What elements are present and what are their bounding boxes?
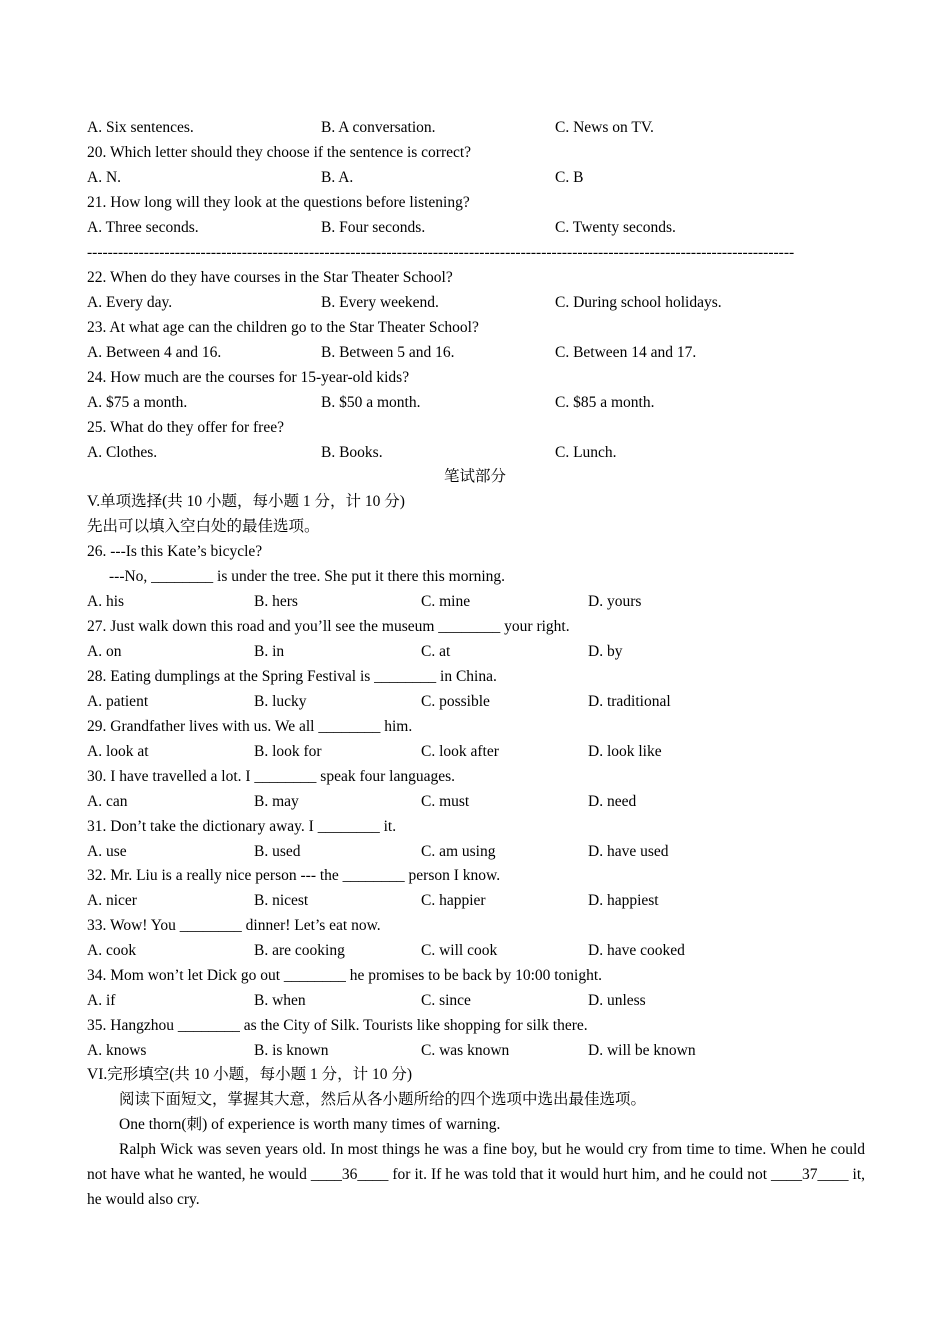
q29-option-d: D. look like (588, 743, 662, 760)
q23-option-a: A. Between 4 and 16. (87, 344, 222, 361)
passage-title: One thorn(刺) of experience is worth many times of warning. (119, 1116, 501, 1133)
q23-option-b: B. Between 5 and 16. (321, 344, 455, 361)
q21-stem: 21. How long will they look at the questions before listening? (87, 194, 470, 211)
q24-option-a: A. $75 a month. (87, 394, 188, 411)
q21-option-a: A. Three seconds. (87, 219, 199, 236)
q31-option-c: C. am using (421, 843, 496, 860)
q34-stem: 34. Mom won’t let Dick go out ________ he promises to be back by 10:00 tonight. (87, 967, 603, 984)
q21-option-c: C. Twenty seconds. (555, 219, 676, 236)
q20-option-a: A. N. (87, 169, 122, 186)
q22-option-a: A. Every day. (87, 294, 173, 311)
q33-stem: 33. Wow! You ________ dinner! Let’s eat now. (87, 917, 381, 934)
section-6-instruction: 阅读下面短文，掌握其大意，然后从各小题所给的四个选项中选出最佳选项。 (119, 1091, 647, 1108)
q24-stem: 24. How much are the courses for 15-year-old kids? (87, 369, 410, 386)
q22-option-c: C. During school holidays. (555, 294, 722, 311)
q28-option-b: B. lucky (254, 693, 307, 710)
q29-option-a: A. look at (87, 743, 149, 760)
section-5-instruction: 先出可以填入空白处的最佳选项。 (87, 518, 320, 535)
q30-option-c: C. must (421, 793, 470, 810)
q19-option-c: C. News on TV. (555, 119, 654, 136)
q28-stem: 28. Eating dumplings at the Spring Festival is ________ in China. (87, 668, 497, 685)
q26-stem-reply: ---No, ________ is under the tree. She put it there this morning. (109, 568, 506, 585)
q27-option-c: C. at (421, 643, 451, 660)
q28-option-a: A. patient (87, 693, 149, 710)
written-part-title: 笔试部分 (443, 468, 506, 485)
q31-option-a: A. use (87, 843, 127, 860)
q20-stem: 20. Which letter should they choose if the sentence is correct? (87, 144, 472, 161)
q35-option-c: C. was known (421, 1042, 510, 1059)
q24-option-c: C. $85 a month. (555, 394, 655, 411)
q27-option-a: A. on (87, 643, 122, 660)
q25-stem: 25. What do they offer for free? (87, 419, 284, 436)
q28-option-d: D. traditional (588, 693, 671, 710)
q31-stem: 31. Don’t take the dictionary away. I ________ it. (87, 818, 397, 835)
q32-option-a: A. nicer (87, 892, 137, 909)
q21-option-b: B. Four seconds. (321, 219, 426, 236)
q31-option-b: B. used (254, 843, 301, 860)
q19-option-a: A. Six sentences. (87, 119, 194, 136)
q35-option-d: D. will be known (588, 1042, 696, 1059)
section-6-heading: VI.完形填空(共 10 小题，每小题 1 分，计 10 分) (87, 1066, 413, 1083)
q26-option-c: C. mine (421, 593, 471, 610)
q23-option-c: C. Between 14 and 17. (555, 344, 697, 361)
q27-stem: 27. Just walk down this road and you’ll see the museum ________ your right. (87, 618, 570, 635)
q35-option-a: A. knows (87, 1042, 147, 1059)
q29-option-c: C. look after (421, 743, 499, 760)
q30-option-a: A. can (87, 793, 128, 810)
q19-option-b: B. A conversation. (321, 119, 436, 136)
q24-option-b: B. $50 a month. (321, 394, 421, 411)
q27-option-d: D. by (588, 643, 623, 660)
q30-option-b: B. may (254, 793, 299, 810)
q29-option-b: B. look for (254, 743, 322, 760)
q23-stem: 23. At what age can the children go to the Star Theater School? (87, 319, 479, 336)
dashed-separator: ----------------------------------------------------------------------------------------------------------------------------------------- (87, 244, 795, 261)
q33-option-c: C. will cook (421, 942, 498, 959)
q33-option-a: A. cook (87, 942, 137, 959)
q31-option-d: D. have used (588, 843, 669, 860)
q25-option-a: A. Clothes. (87, 444, 158, 461)
q26-option-a: A. his (87, 593, 125, 610)
passage-paragraph: Ralph Wick was seven years old. In most things he was a fine boy, but he would cry from time to time. When he could not have what he wanted, he would ____36____ for it. If he was told that it would hurt him, and he could not ____37____ it, he would also cry. (87, 1141, 865, 1208)
q26-option-b: B. hers (254, 593, 298, 610)
q34-option-c: C. since (421, 992, 471, 1009)
q20-option-c: C. B (555, 169, 584, 186)
q26-option-d: D. yours (588, 593, 642, 610)
q33-option-b: B. are cooking (254, 942, 345, 959)
q22-option-b: B. Every weekend. (321, 294, 439, 311)
q32-option-b: B. nicest (254, 892, 309, 909)
section-5-heading: V.单项选择(共 10 小题，每小题 1 分，计 10 分) (87, 493, 405, 510)
q32-option-d: D. happiest (588, 892, 659, 909)
q29-stem: 29. Grandfather lives with us. We all ________ him. (87, 718, 413, 735)
q34-option-a: A. if (87, 992, 116, 1009)
q35-option-b: B. is known (254, 1042, 329, 1059)
q27-option-b: B. in (254, 643, 285, 660)
q33-option-d: D. have cooked (588, 942, 685, 959)
q32-option-c: C. happier (421, 892, 486, 909)
q35-stem: 35. Hangzhou ________ as the City of Silk. Tourists like shopping for silk there. (87, 1017, 588, 1034)
q34-option-b: B. when (254, 992, 306, 1009)
q28-option-c: C. possible (421, 693, 490, 710)
q22-stem: 22. When do they have courses in the Star Theater School? (87, 269, 453, 286)
q34-option-d: D. unless (588, 992, 646, 1009)
q32-stem: 32. Mr. Liu is a really nice person --- the ________ person I know. (87, 867, 501, 884)
q25-option-c: C. Lunch. (555, 444, 617, 461)
q25-option-b: B. Books. (321, 444, 383, 461)
q26-stem: 26. ---Is this Kate’s bicycle? (87, 543, 263, 560)
q30-stem: 30. I have travelled a lot. I ________ speak four languages. (87, 768, 456, 785)
q20-option-b: B. A. (321, 169, 354, 186)
q30-option-d: D. need (588, 793, 637, 810)
